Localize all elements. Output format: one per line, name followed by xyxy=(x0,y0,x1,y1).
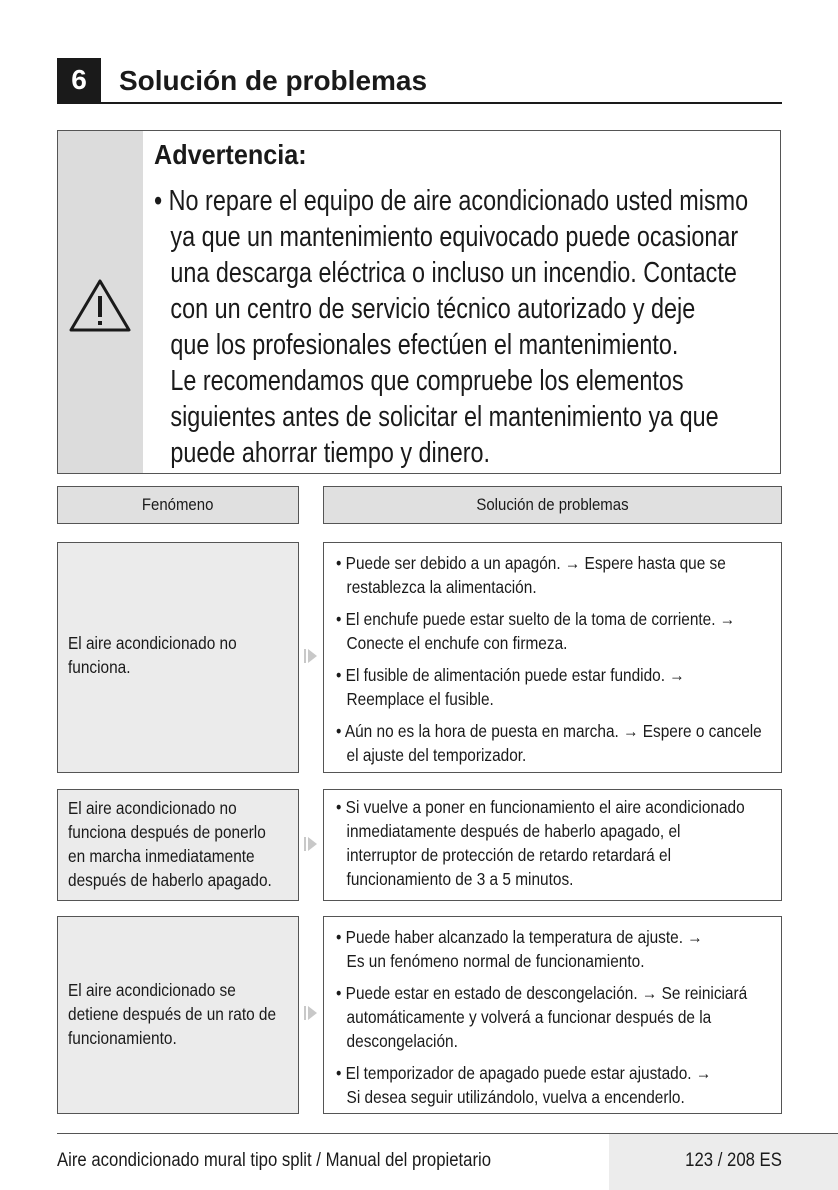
solution-item: • Puede estar en estado de descongelación. → Se reiniciará automáticamente y volverá a funcionar después de la descongelación. xyxy=(336,983,748,1051)
phenomenon-cell xyxy=(57,789,299,901)
warning-triangle-icon xyxy=(68,277,132,333)
solution-list xyxy=(336,551,762,767)
phenomenon-text: El aire acondicionado no funciona después de ponerlo en marcha inmediatamente después de haberlo apagado. xyxy=(68,798,272,890)
header-solution: Solución de problemas xyxy=(323,486,782,524)
warning-line: • No repare el equipo de aire acondicionado usted mismo xyxy=(154,185,749,217)
solution-item: • El enchufe puede estar suelto de la toma de corriente. → Conecte el enchufe con firmeza. xyxy=(336,609,736,653)
solution-item: • El fusible de alimentación puede estar fundido. → Reemplace el fusible. xyxy=(336,665,685,709)
footer-manual-title: Aire acondicionado mural tipo split / Manual del propietario xyxy=(57,1150,492,1171)
phenomenon-text: El aire acondicionado se detiene después de un rato de funcionamiento. xyxy=(68,980,277,1048)
warning-line: una descarga eléctrica o incluso un incendio. Contacte xyxy=(170,257,737,289)
section-header xyxy=(57,58,782,104)
warning-line: siguientes antes de solicitar el mantenimiento ya que xyxy=(170,401,719,433)
warning-text xyxy=(154,183,749,471)
solution-item: • El temporizador de apagado puede estar ajustado. → Si desea seguir utilizándolo, vuelva a encenderlo. xyxy=(336,1063,712,1107)
section-title: Solución de problemas xyxy=(119,65,428,96)
phenomenon-cell xyxy=(57,542,299,773)
warning-line: con un centro de servicio técnico autorizado y deje xyxy=(170,293,696,325)
solution-cell xyxy=(323,916,782,1114)
header-phenomenon: Fenómeno xyxy=(57,486,299,524)
solution-item: • Aún no es la hora de puesta en marcha. → Espere o cancele el ajuste del temporizador. xyxy=(336,721,762,765)
row-arrow-icon xyxy=(304,648,318,664)
warning-title: Advertencia: xyxy=(154,139,307,170)
warning-box xyxy=(57,130,781,474)
solution-item: • Puede haber alcanzado la temperatura de ajuste. → Es un fenómeno normal de funcionamiento. xyxy=(336,927,703,971)
solution-item: • Puede ser debido a un apagón. → Espere hasta que se restablezca la alimentación. xyxy=(336,553,726,597)
solution-cell xyxy=(323,789,782,901)
warning-line: puede ahorrar tiempo y dinero. xyxy=(170,437,490,469)
row-arrow-icon xyxy=(304,1005,318,1021)
phenomenon-text: El aire acondicionado no funciona. xyxy=(68,633,237,677)
solution-list xyxy=(336,925,747,1109)
solution-item: • Si vuelve a poner en funcionamiento el aire acondicionado inmediatamente después de haberlo apagado, el interruptor de protección de retardo retardará el funcionamiento de 3 a 5 minutos. xyxy=(336,797,745,889)
row-arrow-icon xyxy=(304,836,318,852)
section-number: 6 xyxy=(57,58,101,102)
warning-line: que los profesionales efectúen el mantenimiento. xyxy=(170,329,679,361)
solution-list xyxy=(336,795,745,891)
solution-cell xyxy=(323,542,782,773)
warning-sidebar xyxy=(58,131,143,473)
warning-line: ya que un mantenimiento equivocado puede ocasionar xyxy=(170,221,739,253)
warning-line: Le recomendamos que compruebe los elementos xyxy=(170,365,684,397)
phenomenon-cell xyxy=(57,916,299,1114)
footer-page-number: 123 / 208 ES xyxy=(685,1150,782,1171)
